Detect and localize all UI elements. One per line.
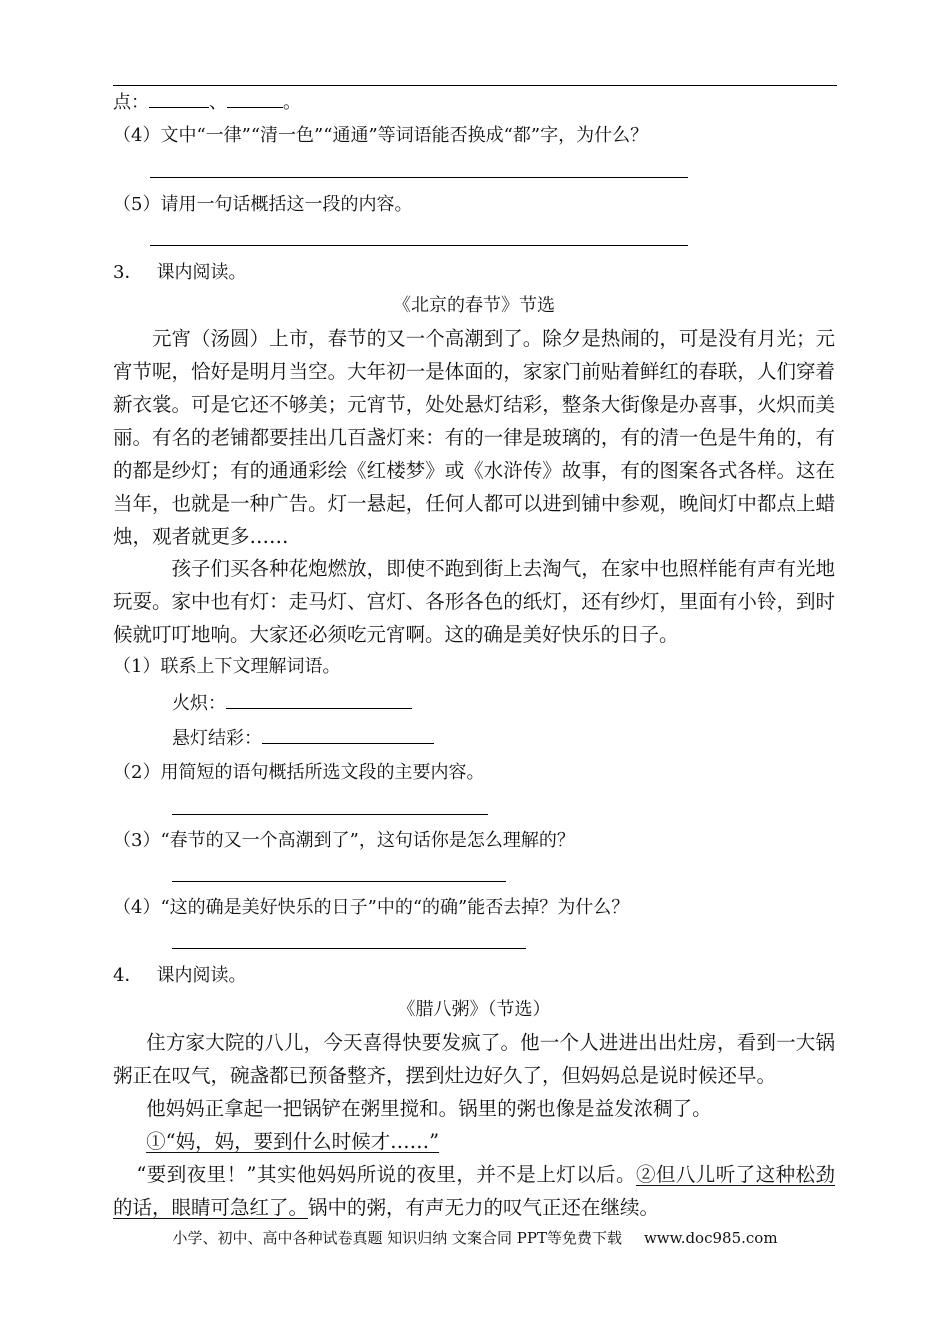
passage-paragraph: 他妈妈正拿起一把锅铲在粥里搅和。锅里的粥也像是益发浓稠了。: [146, 1097, 712, 1120]
answer-blank[interactable]: [227, 89, 283, 108]
word-label: 火炽：: [172, 693, 226, 714]
fill-end: 。: [283, 92, 301, 113]
question-item: （5）请用一句话概括这一段的内容。: [113, 194, 413, 215]
passage-paragraph: 孩子们买各种花炮燃放，即使不跑到街上去淘气，在家中也照样能有声有光地玩耍。家中也有灯：走马灯、宫灯、各形各色的纸灯，还有纱灯，里面有小铃，到时候就叮叮地响。大家还必须吃元宵啊。这的确是美好快乐的日子。: [113, 557, 835, 646]
answer-line[interactable]: [172, 881, 506, 882]
fill-prefix: 点：: [113, 92, 149, 113]
footer-link[interactable]: www.doc985.com: [643, 1229, 778, 1247]
answer-blank[interactable]: [262, 725, 434, 744]
question-item: （3）“春节的又一个高潮到了”，这句话你是怎么理解的？: [113, 830, 575, 851]
page-footer: [0, 1228, 950, 1248]
answer-line[interactable]: [150, 177, 688, 178]
word-item: [172, 725, 434, 751]
fill-in-line: [113, 89, 301, 115]
answer-line[interactable]: [150, 245, 688, 246]
passage-text: “要到夜里！”其实他妈妈所说的夜里，并不是上灯以后。: [136, 1163, 636, 1186]
question-number: 4．: [113, 965, 143, 986]
question-heading-text: 课内阅读。: [156, 262, 247, 283]
underlined-sentence: ②但八儿听了这种松劲的话，眼睛可急红了。: [113, 1163, 835, 1219]
header-rule: [113, 85, 837, 86]
question-heading: [113, 964, 246, 988]
question-heading-text: 课内阅读。: [156, 965, 247, 986]
question-item: （4）文中“一律”“清一色”“通通”等词语能否换成“都”字，为什么？: [113, 125, 649, 146]
fill-separator: 、: [209, 92, 227, 113]
word-label: 悬灯结彩：: [172, 728, 262, 749]
passage-paragraph: [113, 1125, 835, 1158]
word-item: [172, 690, 412, 716]
question-item: （1）联系上下文理解词语。: [113, 656, 341, 677]
answer-blank[interactable]: [226, 690, 412, 709]
question-item: （2）用简短的语句概括所选文段的主要内容。: [113, 762, 485, 783]
passage-paragraph: 住方家大院的八儿，今天喜得快要发疯了。他一个人进进出出灶房，看到一大锅粥正在叹气，碗盏都已预备整齐，摆到灶边好久了，但妈妈总是说时候还早。: [113, 1031, 835, 1087]
question-number: 3．: [113, 262, 143, 283]
passage-title: 《腊八粥》（节选）: [397, 999, 551, 1020]
question-heading: [113, 261, 246, 285]
passage-paragraph: 元宵（汤圆）上市，春节的又一个高潮到了。除夕是热闹的，可是没有月光；元宵节呢，恰好是明月当空。大年初一是体面的，家家门前贴着鲜红的春联，人们穿着新衣裳。可是它还不够美；元宵节，处处悬灯结彩，整条大街像是办喜事，火炽而美丽。有名的老铺都要挂出几百盏灯来：有的一律是玻璃的，有的清一色是牛角的，有的都是纱灯；有的通通彩绘《红楼梦》或《水浒传》故事，有的图案各式各样。这在当年，也就是一种广告。灯一悬起，任何人都可以进到铺中参观，晚间灯中都点上蜡烛，观者就更多……: [113, 327, 835, 548]
answer-blank[interactable]: [149, 89, 209, 108]
answer-line[interactable]: [172, 814, 488, 815]
underlined-sentence: ①“妈，妈，要到什么时候才……”: [146, 1130, 440, 1153]
answer-line[interactable]: [172, 948, 526, 949]
passage-text: 锅中的粥，有声无力的叹气正还在继续。: [308, 1196, 660, 1219]
passage-paragraph: [113, 1158, 835, 1224]
footer-text: 小学、初中、高中各种试卷真题 知识归纳 文案合同 PPT等免费下载: [172, 1229, 622, 1247]
passage-title: 《北京的春节》节选: [393, 295, 555, 316]
question-item: （4）“这的确是美好快乐的日子”中的“的确”能否去掉？为什么？: [113, 897, 630, 918]
